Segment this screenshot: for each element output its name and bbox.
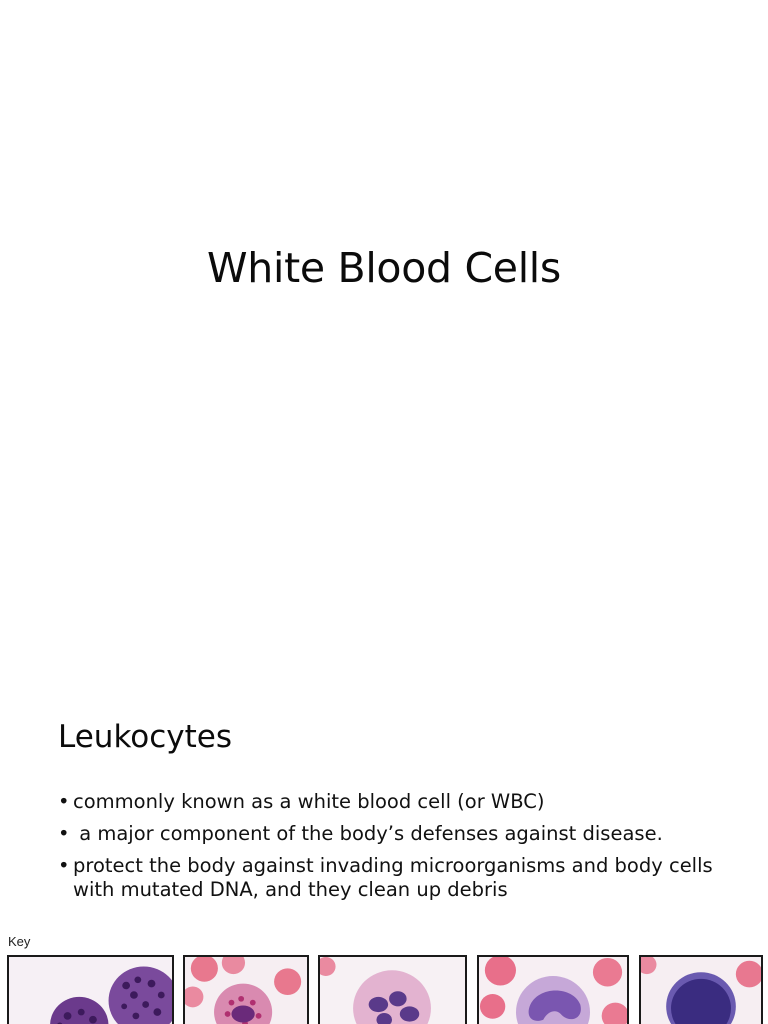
eosinophil-micrograph [183,955,309,1024]
basophil-micrograph [7,955,174,1024]
lymphocyte-micrograph [639,955,763,1024]
bullet-text: a major component of the body’s defenses against disease. [73,822,663,845]
list-item [58,790,718,814]
section-heading: Leukocytes [58,719,233,755]
bullet-text: protect the body against invading microorganisms and body cells with mutated DNA, and they clean up debris [73,854,713,901]
neutrophil-micrograph [318,955,467,1024]
key-label: Key [8,934,31,949]
bullet-text: commonly known as a white blood cell (or WBC) [73,790,545,813]
bullet-dot: • [58,854,70,877]
list-item [58,854,718,902]
monocyte-micrograph [477,955,629,1024]
bullet-dot: • [58,790,70,813]
slide-title: White Blood Cells [207,244,561,292]
bullet-dot: • [58,822,70,845]
list-item [58,822,718,846]
bullet-list [58,790,718,910]
